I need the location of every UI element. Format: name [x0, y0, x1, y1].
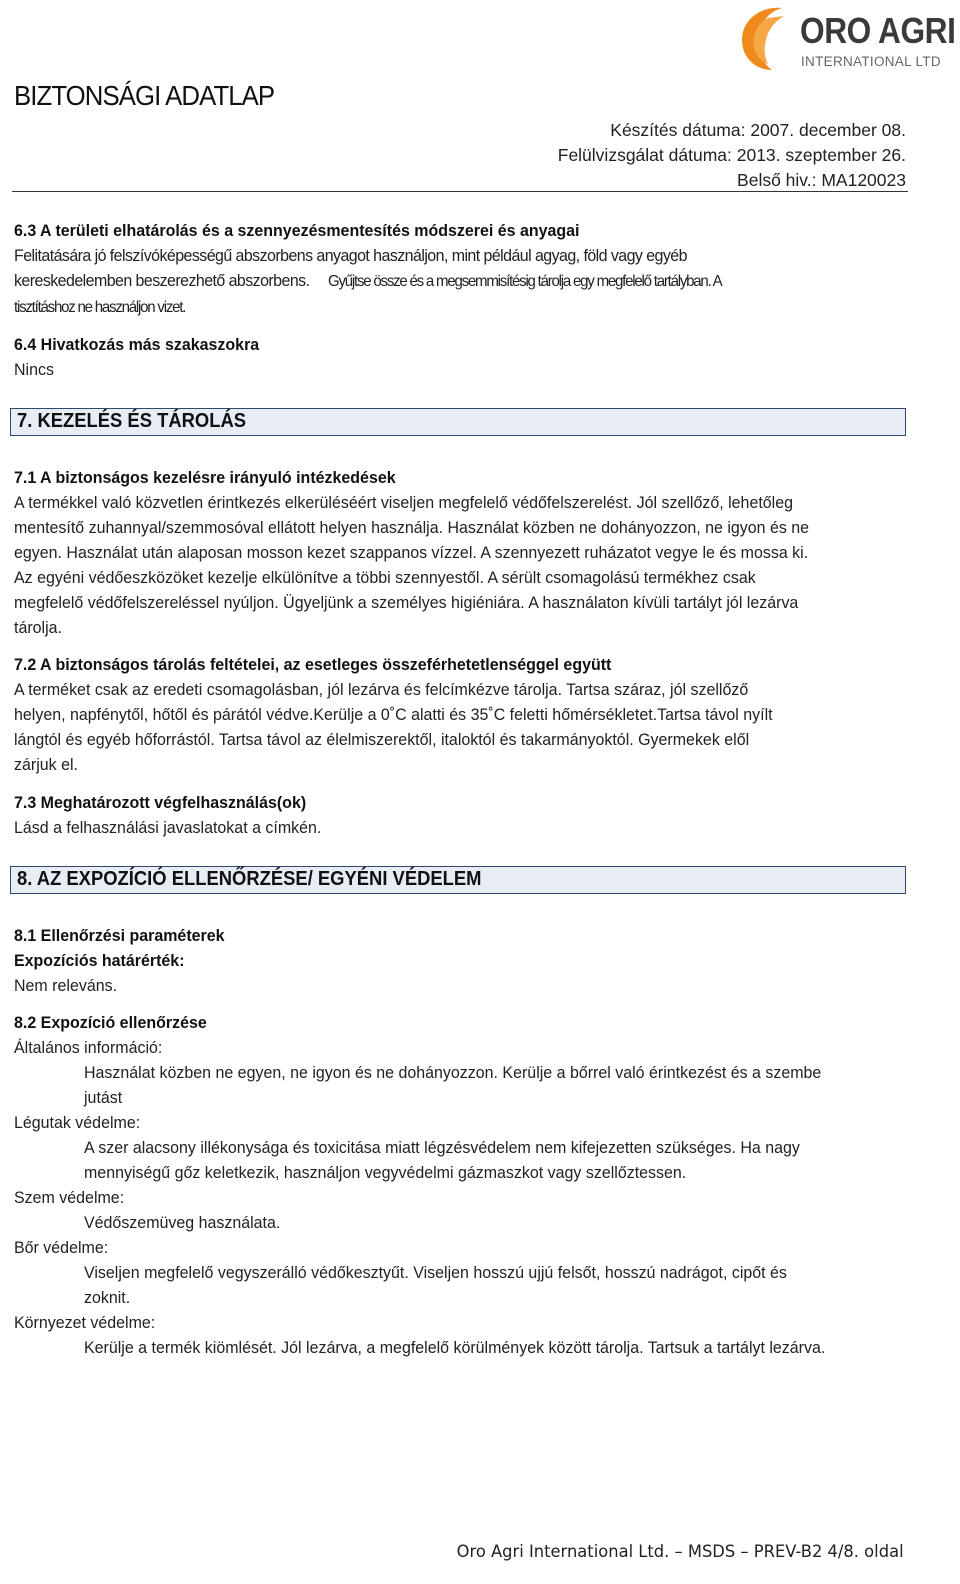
general-info-label: Általános információ:	[14, 1038, 163, 1057]
section-8-1-subheading: Expozíciós határérték:	[14, 951, 185, 970]
section-6-3-line: Felitatására jó felszívóképességű abszorbens anyagot használjon, mint például agyag, föld vagy egyéb	[14, 246, 687, 265]
skin-protection-line: zoknit.	[84, 1288, 131, 1307]
eye-protection-label: Szem védelme:	[14, 1188, 125, 1207]
general-info-line: Használat közben ne egyen, ne igyon és ne dohányozzon. Kerülje a bőrrel való érintkezést és a szembe	[84, 1063, 822, 1082]
section-7-2-line: helyen, napfénytől, hőtől és párától védve.Kerülje a 0˚C alatti és 35˚C feletti hőmérsékletet.Tartsa távol nyílt	[14, 705, 773, 724]
company-logo	[738, 4, 956, 72]
header-divider	[12, 191, 908, 192]
section-8-title: 8. AZ EXPOZÍCIÓ ELLENŐRZÉSE/ EGYÉNI VÉDELEM	[17, 868, 482, 890]
section-8-2-heading: 8.2 Expozíció ellenőrzése	[14, 1013, 207, 1032]
section-6-3-line: Gyűjtse össze és a megsemmisítésig tárolja egy megfelelő tartályban. A	[328, 273, 722, 290]
section-7-1-line: tárolja.	[14, 618, 62, 637]
environment-protection-label: Környezet védelme:	[14, 1313, 156, 1332]
section-6-3-line: kereskedelemben beszerezhető abszorbens.	[14, 271, 310, 290]
eye-protection-text: Védőszemüveg használata.	[84, 1213, 281, 1232]
respiratory-label: Légutak védelme:	[14, 1113, 141, 1132]
section-6-4-heading: 6.4 Hivatkozás más szakaszokra	[14, 335, 260, 354]
document-dates	[558, 118, 906, 193]
section-7-1-line: megfelelő védőfelszereléssel nyúljon. Ügyeljünk a személyes higiéniára. A használaton kívüli tartályt jól lezárva	[14, 593, 799, 612]
section-8-1-text: Nem releváns.	[14, 976, 118, 995]
respiratory-line: A szer alacsony illékonysága és toxicitása miatt légzésvédelem nem kifejezetten szükséges. Ha nagy	[84, 1138, 800, 1157]
section-8-1	[14, 923, 914, 998]
section-7-1-line: egyen. Használat után alaposan mosson kezet szappanos vízzel. A szennyezett ruházatot vegye le és mossa ki.	[14, 543, 809, 562]
section-7-1-line: Az egyéni védőeszközöket kezelje elkülönítve a többi szennyestől. A sérült csomagolású termékhez csak	[14, 568, 756, 587]
logo-subtext: INTERNATIONAL LTD	[801, 54, 941, 69]
document-title: BIZTONSÁGI ADATLAP	[14, 80, 275, 111]
section-7-title: 7. KEZELÉS ÉS TÁROLÁS	[17, 410, 247, 432]
section-7-1-line: A termékkel való közvetlen érintkezés elkerüléséért viseljen megfelelő védőfelszerelést. Jól szellőző, lehetőleg	[14, 493, 793, 512]
section-7-1-heading: 7.1 A biztonságos kezelésre irányuló intézkedések	[14, 468, 396, 487]
section-7-2-line: A terméket csak az eredeti csomagolásban, jól lezárva és felcímkézve tárolja. Tartsa száraz, jól szellőző	[14, 680, 749, 699]
section-7-2-line: lángtól és egyéb hőforrástól. Tartsa távol az élelmiszerektől, italoktól és takarmányoktól. Gyermekek elől	[14, 730, 750, 749]
section-6-3-line: tisztításhoz ne használjon vizet.	[14, 299, 186, 316]
skin-protection-line: Viseljen megfelelő vegyszerálló védőkesztyűt. Viseljen hosszú ujjú felsőt, hosszú nadrágot, cipőt és	[84, 1263, 787, 1282]
logo-wordmark: ORO AGRI	[800, 10, 956, 51]
section-7-2	[14, 652, 914, 777]
revised-date: Felülvizsgálat dátuma: 2013. szeptember 26.	[557, 145, 906, 165]
section-6-3	[14, 218, 914, 320]
general-info-line: jutást	[84, 1088, 123, 1107]
page-footer: Oro Agri International Ltd. – MSDS – PREV-B2 4/8. oldal	[457, 1542, 904, 1562]
section-6-4	[14, 332, 914, 382]
section-7-3	[14, 790, 914, 840]
respiratory-line: mennyiségű gőz keletkezik, használjon vegyvédelmi gázmaszkot vagy szellőztessen.	[84, 1163, 687, 1182]
section-7-3-text: Lásd a felhasználási javaslatokat a címkén.	[14, 818, 322, 837]
logo-swirl-icon	[738, 4, 800, 72]
section-6-3-heading: 6.3 A területi elhatárolás és a szennyezésmentesítés módszerei és anyagai	[14, 221, 580, 240]
section-7-2-heading: 7.2 A biztonságos tárolás feltételei, az esetleges összeférhetetlenséggel együtt	[14, 655, 612, 674]
section-8-1-heading: 8.1 Ellenőrzési paraméterek	[14, 926, 225, 945]
section-8-header	[10, 866, 906, 894]
environment-protection-text: Kerülje a termék kiömlését. Jól lezárva, a megfelelő körülmények között tárolja. Tartsuk a tartályt lezárva.	[84, 1338, 826, 1357]
section-7-header	[10, 408, 906, 436]
skin-protection-label: Bőr védelme:	[14, 1238, 109, 1257]
section-7-3-heading: 7.3 Meghatározott végfelhasználás(ok)	[14, 793, 307, 812]
section-6-4-text: Nincs	[14, 360, 54, 379]
created-date: Készítés dátuma: 2007. december 08.	[610, 120, 906, 140]
section-8-2	[14, 1010, 914, 1360]
internal-reference: Belső hiv.: MA120023	[737, 170, 906, 190]
section-7-1	[14, 465, 914, 640]
section-7-2-line: zárjuk el.	[14, 755, 78, 774]
section-7-1-line: mentesítő zuhannyal/szemmosóval ellátott helyen használja. Használat közben ne dohányozzon, ne igyon és ne	[14, 518, 810, 537]
